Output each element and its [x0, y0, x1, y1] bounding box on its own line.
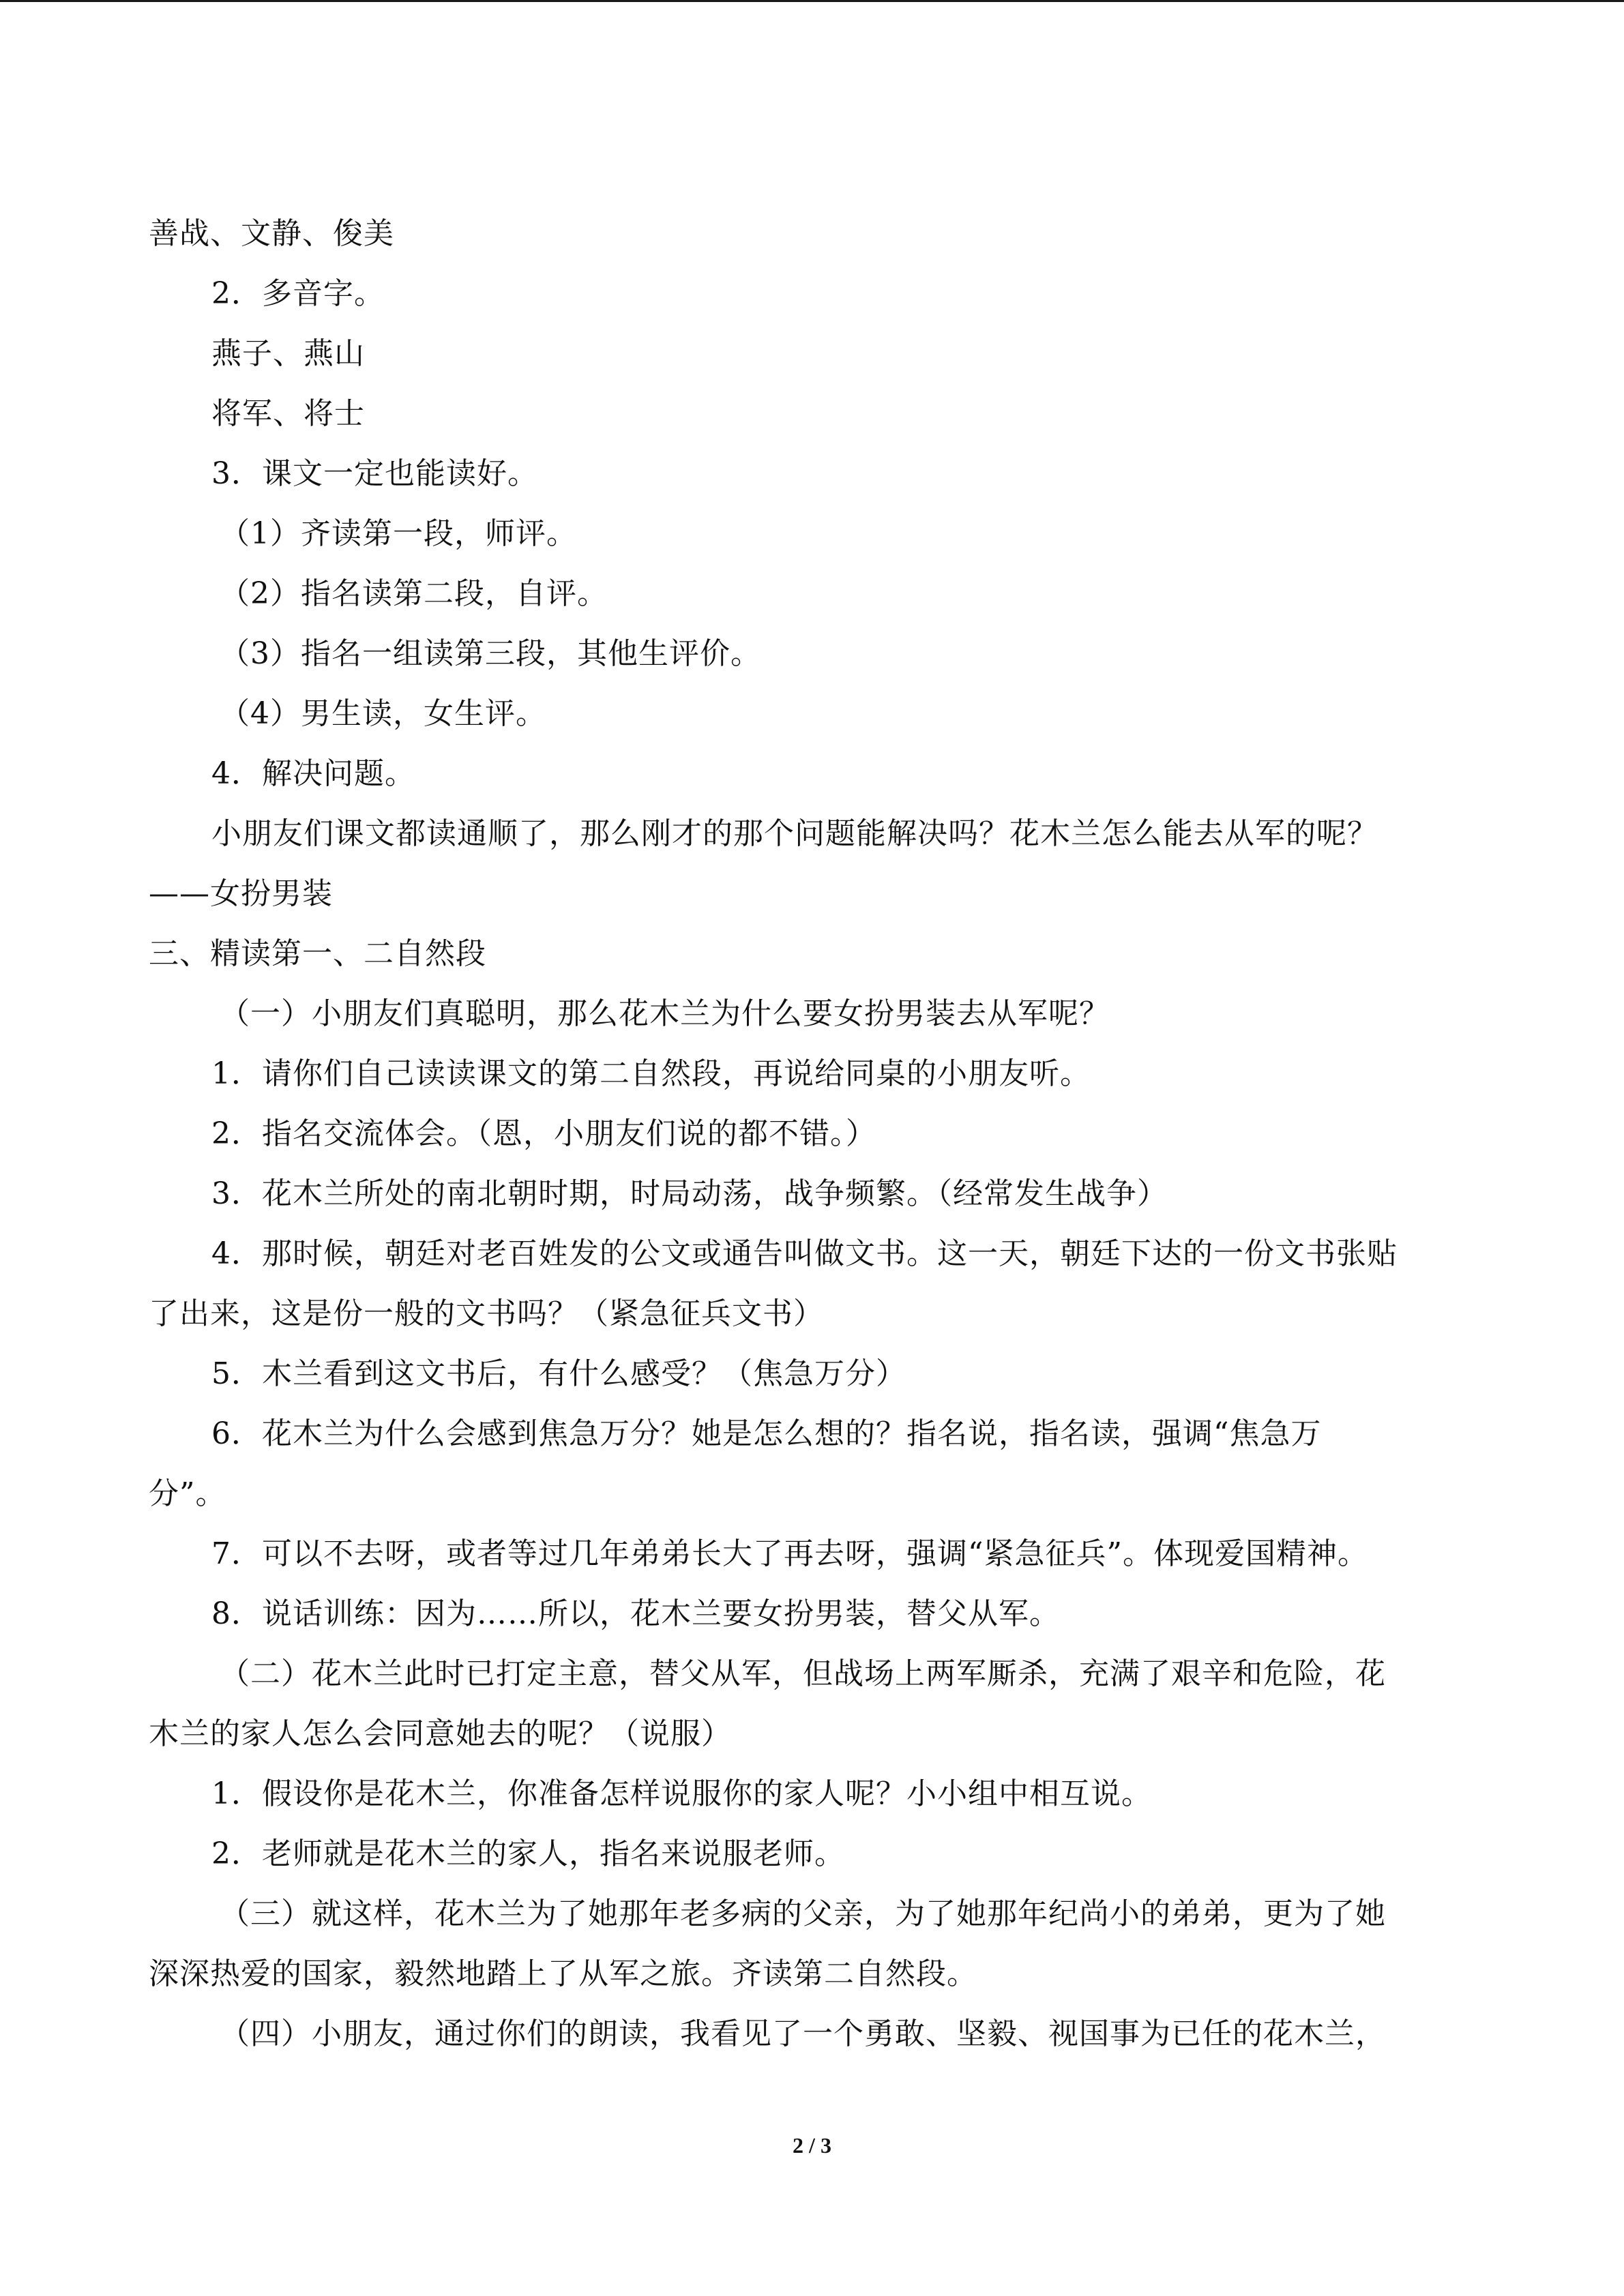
text-line: 4．解决问题。 [211, 756, 415, 791]
text-line: 燕子、燕山 [211, 336, 365, 371]
text-line: （1）齐读第一段，师评。 [220, 516, 577, 551]
text-line: （2）指名读第二段，自评。 [220, 576, 608, 611]
text-line: 木兰的家人怎么会同意她去的呢？（说服） [149, 1716, 732, 1751]
text-line: 了出来，这是份一般的文书吗？（紧急征兵文书） [149, 1296, 824, 1331]
section-heading: 三、精读第一、二自然段 [149, 936, 486, 971]
text-line: 小朋友们课文都读通顺了，那么刚才的那个问题能解决吗？花木兰怎么能去从军的呢？ [211, 816, 1378, 851]
text-line: （三）就这样，花木兰为了她那年老多病的父亲，为了她那年纪尚小的弟弟，更为了她 [220, 1896, 1386, 1931]
text-line: 3．课文一定也能读好。 [211, 456, 538, 491]
text-line: （一）小朋友们真聪明，那么花木兰为什么要女扮男装去从军呢？ [220, 996, 1110, 1031]
text-line: （4）男生读，女生评。 [220, 696, 546, 731]
text-line: 2．多音字。 [211, 276, 385, 311]
text-line: 深深热爱的国家，毅然地踏上了从军之旅。齐读第二自然段。 [149, 1956, 977, 1991]
text-line: 7．可以不去呀，或者等过几年弟弟长大了再去呀，强调“紧急征兵”。体现爱国精神。 [211, 1536, 1368, 1571]
text-line: 4．那时候，朝廷对老百姓发的公文或通告叫做文书。这一天，朝廷下达的一份文书张贴 [211, 1236, 1398, 1271]
page-number: 2 / 3 [793, 2133, 831, 2158]
text-line: 将军、将士 [211, 396, 365, 431]
text-line: 3．花木兰所处的南北朝时期，时局动荡，战争频繁。（经常发生战争） [211, 1176, 1168, 1211]
text-line: 8．说话训练：因为……所以，花木兰要女扮男装，替父从军。 [211, 1596, 1060, 1631]
text-line: 2．指名交流体会。（恩，小朋友们说的都不错。） [211, 1116, 876, 1151]
text-line: 6．花木兰为什么会感到焦急万分？她是怎么想的？指名说，指名读，强调“焦急万 [211, 1416, 1322, 1451]
text-line: （四）小朋友，通过你们的朗读，我看见了一个勇敢、坚毅、视国事为已任的花木兰， [220, 2016, 1386, 2051]
text-line: ——女扮男装 [149, 876, 333, 911]
text-line: （3）指名一组读第三段，其他生评价。 [220, 636, 761, 671]
text-line: 1．假设你是花木兰，你准备怎样说服你的家人呢？小小组中相互说。 [211, 1776, 1152, 1811]
text-line: （二）花木兰此时已打定主意，替父从军，但战场上两军厮杀，充满了艰辛和危险，花 [220, 1656, 1386, 1691]
text-line: 善战、文静、俊美 [149, 216, 394, 251]
text-line: 分”。 [149, 1476, 226, 1511]
text-line: 5．木兰看到这文书后，有什么感受？（焦急万分） [211, 1356, 906, 1391]
text-line: 2．老师就是花木兰的家人，指名来说服老师。 [211, 1836, 845, 1871]
text-line: 1．请你们自己读读课文的第二自然段，再说给同桌的小朋友听。 [211, 1056, 1091, 1091]
